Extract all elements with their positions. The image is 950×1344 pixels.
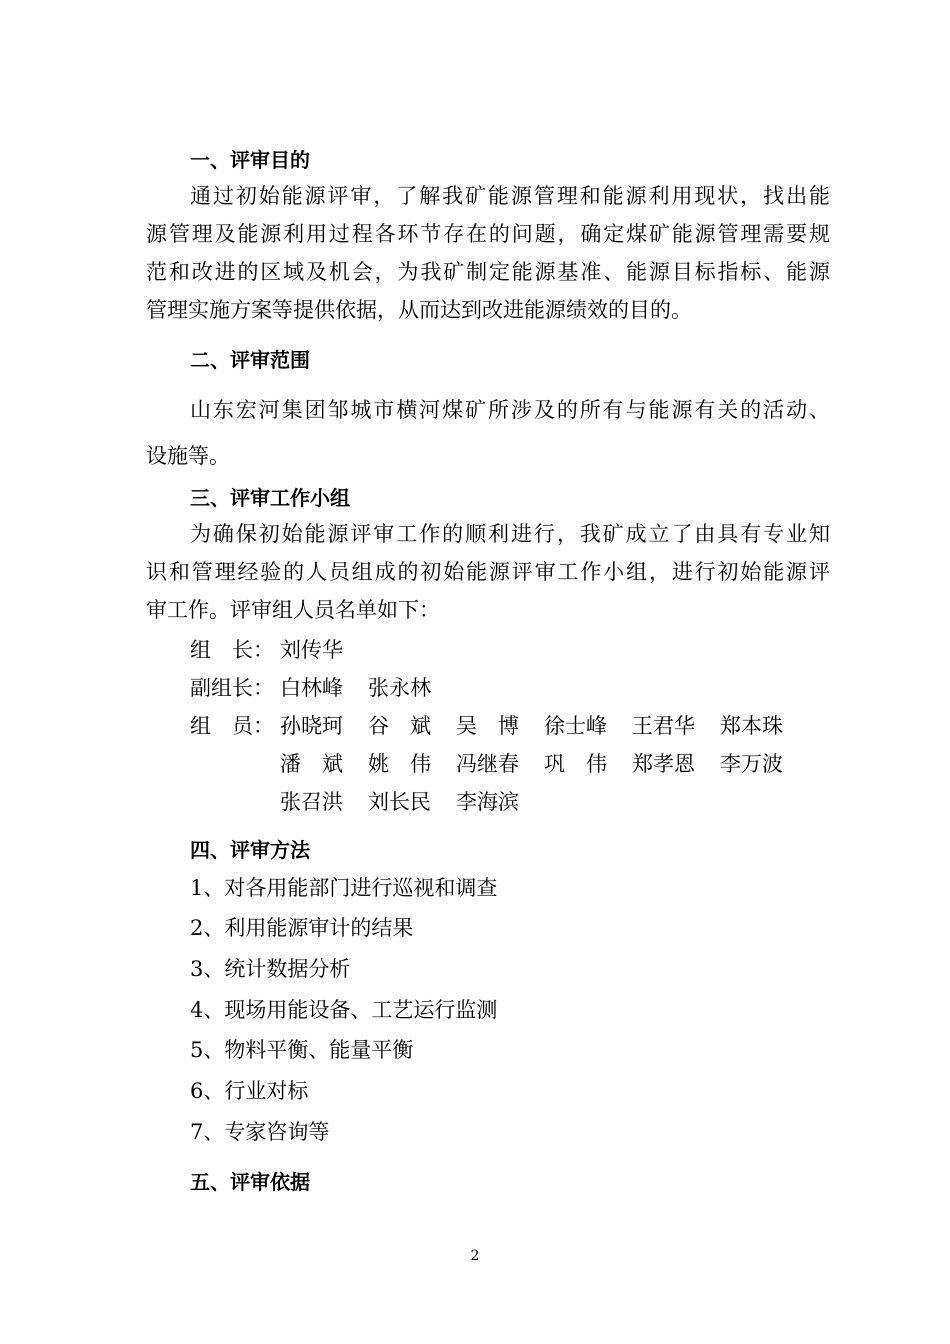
member-name: 郑孝恩 (632, 752, 695, 776)
method-item: 3、统计数据分析 (190, 957, 351, 981)
deputy-name-row (280, 674, 456, 702)
member-name: 冯继春 (456, 752, 519, 776)
member-name: 李万波 (720, 752, 783, 776)
member-name: 王君华 (632, 714, 695, 738)
member-name: 潘 斌 (280, 752, 343, 776)
paragraph-line: 识和管理经验的人员组成的初始能源评审工作小组，进行初始能源评 (146, 560, 830, 584)
section-heading-scope: 二、评审范围 (190, 348, 310, 372)
member-name-row (280, 788, 544, 816)
deputy-label: 副组长： (190, 676, 274, 700)
member-name-row (280, 750, 808, 778)
paragraph-line: 审工作。评审组人员名单如下： (146, 598, 440, 622)
paragraph-line: 管理实施方案等提供依据，从而达到改进能源绩效的目的。 (146, 298, 692, 322)
section-heading-methods: 四、评审方法 (190, 838, 310, 862)
members-label: 组 员： (190, 714, 274, 738)
leader-name-row (280, 636, 368, 664)
method-item: 7、专家咨询等 (190, 1120, 330, 1144)
member-name: 姚 伟 (368, 752, 431, 776)
method-item: 2、利用能源审计的结果 (190, 916, 414, 940)
method-item: 4、现场用能设备、工艺运行监测 (190, 998, 498, 1022)
member-name: 郑本珠 (720, 714, 783, 738)
section-heading-purpose: 一、评审目的 (190, 148, 310, 172)
member-name: 谷 斌 (368, 714, 431, 738)
member-name: 巩 伟 (544, 752, 607, 776)
method-item: 6、行业对标 (190, 1079, 309, 1103)
leader-label: 组 长： (190, 638, 274, 662)
member-name-row (280, 712, 808, 740)
member-name: 李海滨 (456, 790, 519, 814)
page-number: 2 (470, 1248, 480, 1264)
method-item: 1、对各用能部门进行巡视和调查 (190, 876, 498, 900)
member-name: 张召洪 (280, 790, 343, 814)
section-heading-team: 三、评审工作小组 (190, 486, 350, 510)
deputy-name: 白林峰 (280, 676, 343, 700)
paragraph-line: 为确保初始能源评审工作的顺利进行，我矿成立了由具有专业知 (190, 522, 830, 546)
leader-name: 刘传华 (280, 638, 343, 662)
paragraph-line: 范和改进的区域及机会，为我矿制定能源基准、能源目标指标、能源 (146, 260, 830, 284)
member-name: 吴 博 (456, 714, 519, 738)
member-name: 刘长民 (368, 790, 431, 814)
section-heading-basis: 五、评审依据 (190, 1170, 310, 1194)
paragraph-line: 源管理及能源利用过程各环节存在的问题，确定煤矿能源管理需要规 (146, 222, 830, 246)
method-item: 5、物料平衡、能量平衡 (190, 1038, 414, 1062)
paragraph-line: 通过初始能源评审，了解我矿能源管理和能源利用现状，找出能 (190, 184, 830, 208)
paragraph-line: 山东宏河集团邹城市横河煤矿所涉及的所有与能源有关的活动、 (190, 398, 830, 422)
member-name: 孙晓珂 (280, 714, 343, 738)
deputy-name: 张永林 (368, 676, 431, 700)
paragraph-line: 设施等。 (146, 444, 230, 468)
member-name: 徐士峰 (544, 714, 607, 738)
